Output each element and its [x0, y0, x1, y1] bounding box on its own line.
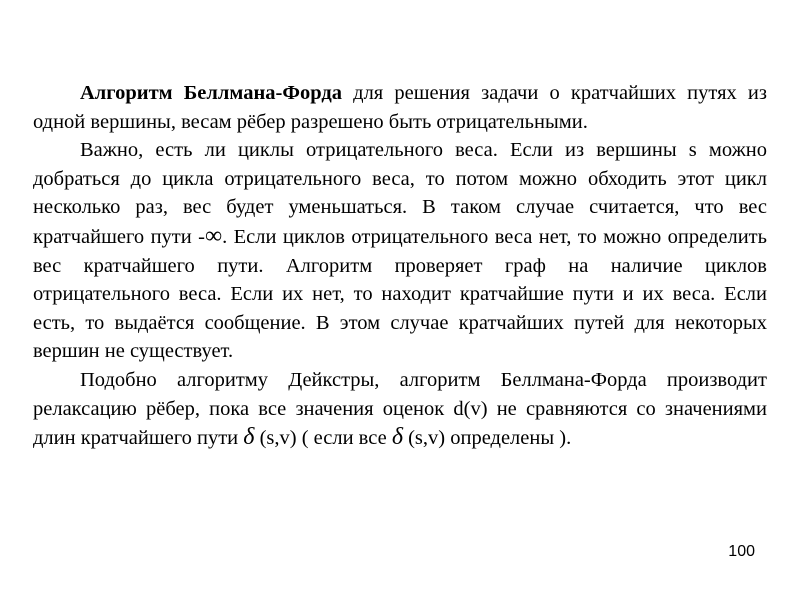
infinity-symbol: ∞ — [204, 222, 223, 249]
algorithm-name: Алгоритм Беллмана-Форда — [80, 82, 342, 104]
paragraph-3-text-a: Подобно алгоритму Дейкстры, алгоритм Беллмана-Форда производит релаксацию рёбер, пока все значения оценок d(v) не сравняются со значениями длин кратчайшего пути — [33, 368, 767, 450]
paragraph-bellman-ford-intro — [33, 79, 767, 136]
paragraph-3-text-c: (s,v) определены ). — [402, 427, 572, 450]
paragraph-3-text-b: (s,v) ( если все — [254, 427, 392, 450]
paragraph-1-text: для решения задачи о кратчайших путях из одной вершины, весам рёбер разрешено быть отрицательными. — [33, 82, 767, 133]
paragraph-2-text-a: Важно, есть ли циклы отрицательного веса. Если из вершины s можно добраться до цикла отрицательного веса, то потом можно обходить этот цикл несколько раз, вес будет уменьшаться. В таком случае считается, что вес кратчайшего пути - — [33, 139, 767, 248]
paragraph-relaxation — [33, 366, 767, 453]
page-number: 100 — [728, 543, 755, 560]
paragraph-2-text-b: . Если циклов отрицательного веса нет, то можно определить вес кратчайшего пути. Алгоритм проверяет граф на наличие циклов отрицательного веса. Если их нет, то находит кратчайшие пути и их веса. Если есть, то выдаётся сообщение. В этом случае кратчайших путей для некоторых вершин не существует. — [33, 225, 767, 363]
body-text — [33, 79, 767, 453]
delta-symbol: δ — [391, 424, 403, 451]
delta-symbol: δ — [243, 424, 255, 451]
paragraph-negative-cycles — [33, 136, 767, 366]
